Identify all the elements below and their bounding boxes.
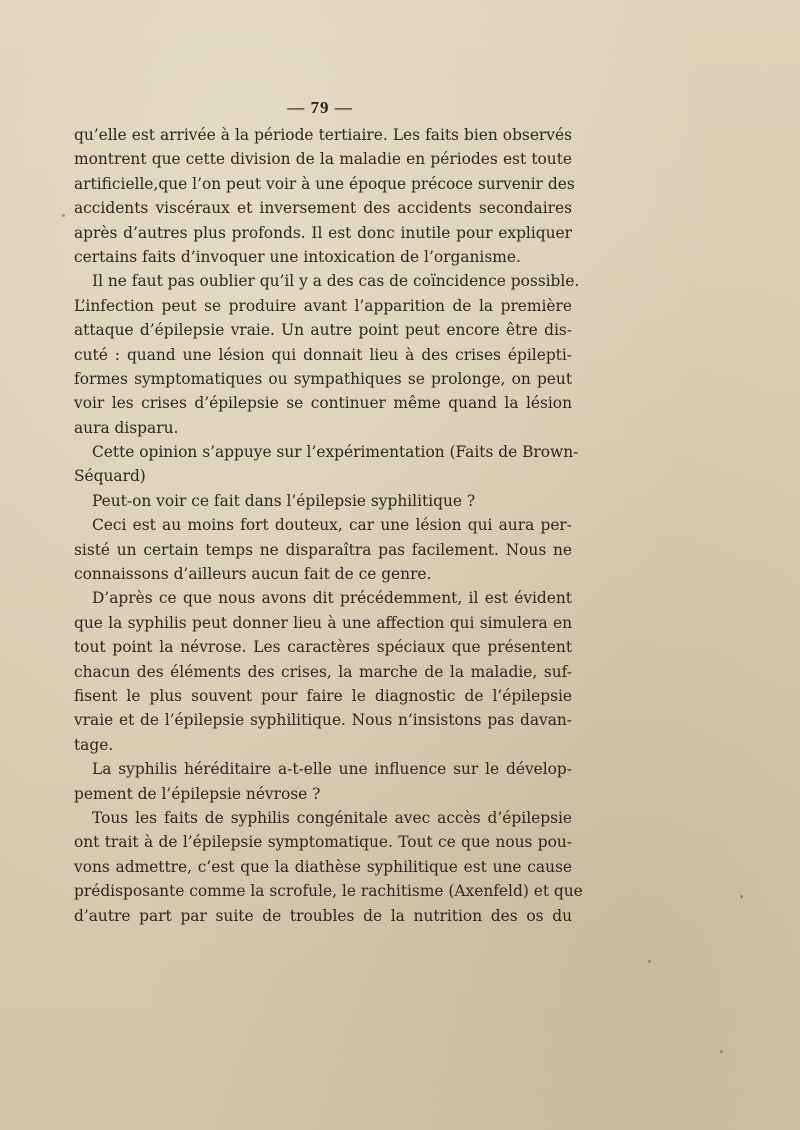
- text-line: cuté : quand une lésion qui donnait lieu à des crises épilepti-: [74, 345, 572, 364]
- text-line: qu’elle est arrivée à la période tertiaire. Les faits bien observés: [74, 126, 572, 144]
- paper-speck: [720, 1050, 723, 1053]
- text-line: montrent que cette division de la maladie en périodes est toute: [74, 150, 572, 169]
- text-line: ont trait à de l’épilepsie symptomatique. Tout ce que nous pou-: [74, 833, 572, 852]
- text-line: Cette opinion s’appuye sur l’expérimentation (Faits de Brown-: [92, 443, 579, 462]
- text-line: Tous les faits de syphilis congénitale avec accès d’épilepsie: [92, 808, 572, 827]
- body-text: [74, 123, 583, 928]
- text-line: formes symptomatiques ou sympathiques se prolonge, on peut: [74, 369, 572, 388]
- paper-speck: [62, 214, 65, 217]
- text-line: d’autre part par suite de troubles de la nutrition des os du: [74, 906, 572, 925]
- text-line: pement de l’épilepsie névrose ?: [74, 784, 321, 803]
- text-line: Peut-on voir ce fait dans l’épilepsie syphilitique ?: [92, 491, 476, 510]
- text-line: Il ne faut pas oublier qu’il y a des cas de coïncidence possible.: [92, 272, 580, 291]
- text-line: vons admettre, c’est que la diathèse syphilitique est une cause: [74, 857, 572, 876]
- text-line: D’après ce que nous avons dit précédemment, il est évident: [92, 589, 572, 608]
- text-line: accidents viscéraux et inversement des accidents secondaires: [74, 199, 572, 218]
- text-line: certains faits d’invoquer une intoxication de l’organisme.: [74, 247, 521, 266]
- text-line: chacun des éléments des crises, la marche de la maladie, suf-: [74, 662, 572, 681]
- text-line: tage.: [74, 735, 114, 754]
- text-line: connaissons d’ailleurs aucun fait de ce genre.: [74, 565, 432, 584]
- text-line: La syphilis héréditaire a-t-elle une influence sur le dévelop-: [92, 760, 572, 779]
- text-line: prédisposante comme la scrofule, le rachitisme (Axenfeld) et que: [74, 882, 583, 901]
- paper-speck: [740, 895, 743, 898]
- page-number: — 79 —: [287, 98, 353, 117]
- text-line: fisent le plus souvent pour faire le diagnostic de l’épilepsie: [74, 686, 572, 705]
- paper-speck: [648, 960, 651, 963]
- text-line: vraie et de l’épilepsie syphilitique. Nous n’insistons pas davan-: [74, 711, 572, 730]
- text-line: attaque d’épilepsie vraie. Un autre point peut encore être dis-: [74, 321, 572, 340]
- text-line: Séquard): [74, 467, 146, 486]
- text-line: que la syphilis peut donner lieu à une affection qui simulera en: [74, 613, 572, 632]
- text-line: tout point la névrose. Les caractères spéciaux que présentent: [74, 638, 572, 657]
- text-line: voir les crises d’épilepsie se continuer même quand la lésion: [74, 394, 572, 413]
- text-line: sisté un certain temps ne disparaîtra pas facilement. Nous ne: [74, 540, 572, 559]
- text-line: après d’autres plus profonds. Il est donc inutile pour expliquer: [74, 223, 572, 242]
- text-line: L’infection peut se produire avant l’apparition de la première: [74, 296, 572, 315]
- text-line: aura disparu.: [74, 418, 179, 437]
- text-line: Ceci est au moins fort douteux, car une lésion qui aura per-: [92, 516, 572, 535]
- text-line: artificielle,que l’on peut voir à une époque précoce survenir des: [74, 174, 575, 193]
